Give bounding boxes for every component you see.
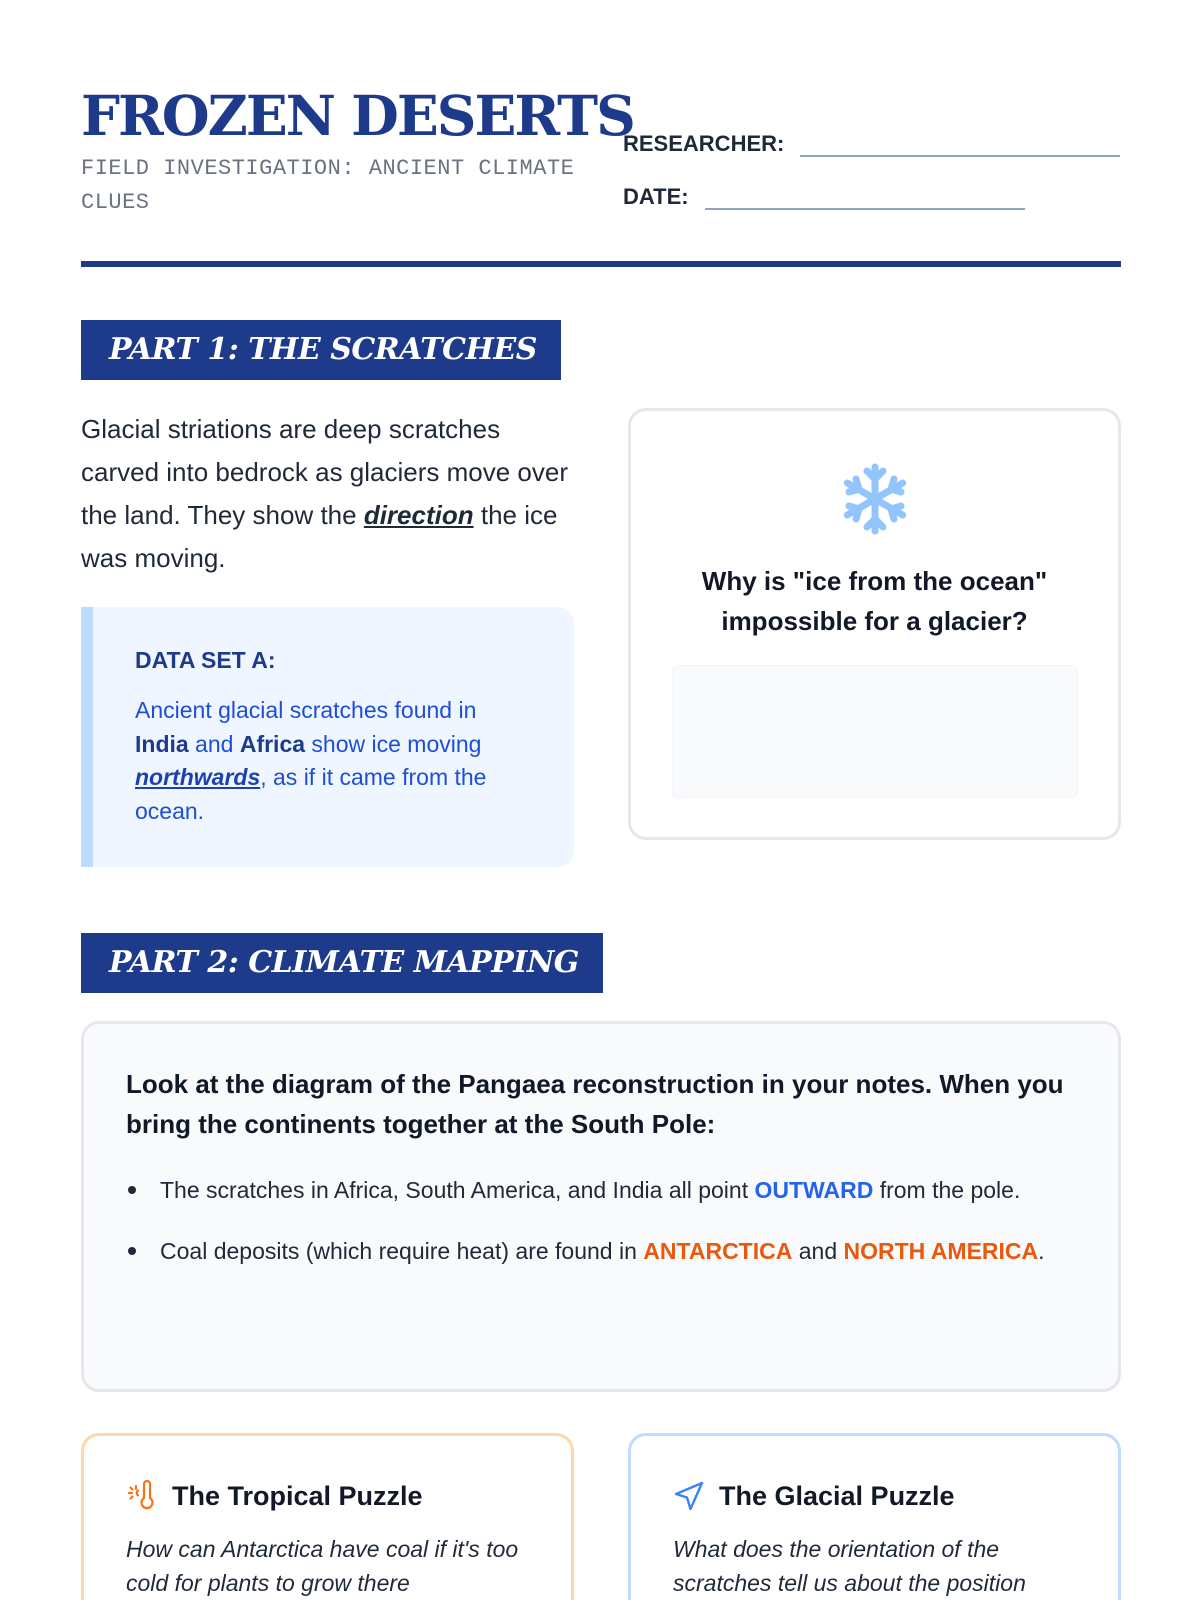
- date-field[interactable]: [623, 184, 1025, 210]
- glacial-puzzle-title: The Glacial Puzzle: [719, 1480, 955, 1511]
- glacial-puzzle-card: [628, 1433, 1121, 1600]
- glacial-puzzle-question: What does the orientation of the scratches tell us about the position: [673, 1536, 1026, 1596]
- section-heading-part-2: PART 2: CLIMATE MAPPING: [81, 933, 603, 993]
- researcher-field[interactable]: [623, 131, 1120, 157]
- worksheet-page: [81, 0, 1121, 1596]
- bullet-dot: [128, 1247, 136, 1255]
- snowflake-icon: [631, 461, 1118, 542]
- data-set-keyword-india: India: [135, 730, 189, 757]
- data-set-body: [135, 694, 534, 828]
- bullet-text: Coal deposits (which require heat) are found in: [160, 1238, 644, 1264]
- data-set-text: show ice moving: [305, 730, 482, 757]
- navigation-arrow-icon: [673, 1480, 705, 1512]
- intro-emphasis: direction: [363, 500, 474, 530]
- date-input-line[interactable]: [705, 190, 1025, 210]
- bullet-text: The scratches in Africa, South America, and India all point: [160, 1177, 755, 1203]
- question-card: [628, 408, 1121, 840]
- mapping-intro: Look at the diagram of the Pangaea reconstruction in your notes. When you bring the continents together at the South Pole:: [126, 1069, 1064, 1139]
- data-set-text: , as if it came from the ocean.: [135, 764, 487, 824]
- thermometer-sun-icon: [126, 1480, 158, 1512]
- bullet-text: from the pole.: [873, 1177, 1021, 1203]
- data-set-title: DATA SET A:: [135, 647, 276, 673]
- answer-box[interactable]: [672, 665, 1078, 798]
- tropical-puzzle-card: [81, 1433, 574, 1600]
- date-label: DATE:: [623, 184, 689, 209]
- worksheet-header: [81, 0, 1121, 268]
- part-1-intro: [81, 408, 581, 580]
- highlight-outward: OUTWARD: [754, 1177, 874, 1203]
- page-subtitle: FIELD INVESTIGATION: ANCIENT CLIMATE CLUES: [81, 156, 575, 215]
- highlight-north-america: NORTH AMERICA: [843, 1238, 1039, 1264]
- climate-mapping-card: [81, 1021, 1121, 1392]
- data-set-a-callout: [81, 607, 574, 867]
- tropical-puzzle-title: The Tropical Puzzle: [172, 1480, 423, 1511]
- question-text: Why is "ice from the ocean" impossible for a glacier?: [701, 566, 1048, 636]
- researcher-label: RESEARCHER:: [623, 131, 785, 156]
- section-heading-part-1: PART 1: THE SCRATCHES: [81, 320, 561, 380]
- data-set-keyword-northwards: northwards: [135, 764, 261, 790]
- page-title: FROZEN DESERTS: [81, 83, 634, 148]
- bullet-text: .: [1038, 1238, 1045, 1264]
- list-item: [126, 1233, 1078, 1270]
- data-set-text: Ancient glacial scratches found in: [135, 697, 477, 723]
- tropical-puzzle-question: How can Antarctica have coal if it's too cold for plants to grow there: [126, 1536, 519, 1596]
- bullet-dot: [128, 1186, 136, 1194]
- researcher-input-line[interactable]: [800, 137, 1120, 157]
- intro-text-end: the ice was moving.: [81, 500, 558, 573]
- header-divider: [81, 261, 1121, 267]
- glacial-puzzle-header: [673, 1476, 1078, 1516]
- tropical-puzzle-header: [126, 1476, 531, 1516]
- list-item: [126, 1172, 1078, 1209]
- data-set-keyword-africa: Africa: [239, 730, 306, 757]
- mapping-list: [126, 1172, 1078, 1270]
- highlight-antarctica: ANTARCTICA: [643, 1238, 793, 1264]
- bullet-text: and: [792, 1238, 844, 1264]
- data-set-text: and: [188, 730, 240, 757]
- intro-text-start: Glacial striations are deep scratches carved into bedrock as glaciers move over the land. They show the: [81, 414, 569, 530]
